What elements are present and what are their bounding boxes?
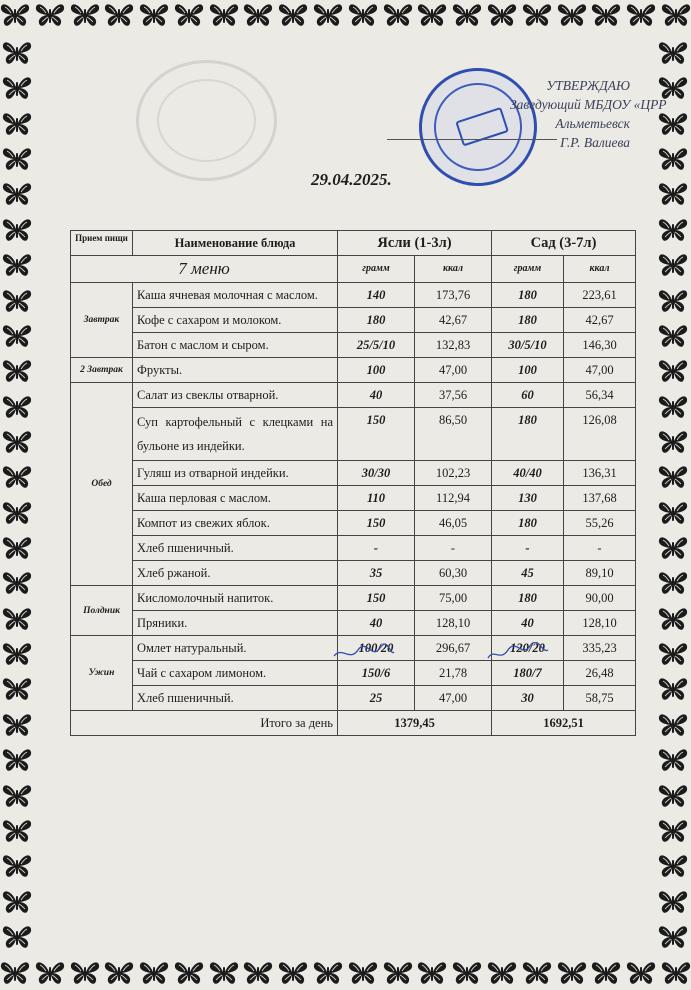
grams-nursery: 40	[338, 611, 415, 636]
dish-name: Гуляш из отварной индейки.	[133, 461, 338, 486]
table-row	[71, 408, 636, 461]
butterfly-icon	[487, 2, 517, 28]
kcal-garden: 58,75	[564, 686, 636, 711]
grams-nursery: -	[338, 536, 415, 561]
grams-garden: 40	[492, 611, 564, 636]
butterfly-icon	[2, 500, 32, 526]
butterfly-icon	[35, 960, 65, 986]
butterfly-icon	[658, 358, 688, 384]
butterfly-icon	[2, 747, 32, 773]
meal-dinner: Ужин	[71, 636, 133, 711]
total-garden: 1692,51	[492, 711, 636, 736]
table-row	[71, 636, 636, 661]
butterfly-icon	[658, 464, 688, 490]
butterfly-icon	[658, 217, 688, 243]
approval-signer: Г.Р. Валиева	[560, 135, 630, 150]
menu-number: 7 меню	[71, 256, 338, 283]
grams-nursery: 35	[338, 561, 415, 586]
butterfly-icon	[591, 960, 621, 986]
nursery-group-header: Ясли (1-3л)	[338, 231, 492, 256]
butterfly-icon	[0, 2, 30, 28]
butterfly-icon	[417, 2, 447, 28]
grams-nursery: 40	[338, 383, 415, 408]
grams-value: 100/20	[358, 641, 394, 655]
butterfly-icon	[2, 783, 32, 809]
grams-nursery: 30/30	[338, 461, 415, 486]
butterfly-border-top	[0, 2, 691, 28]
dish-name: Кисломолочный напиток.	[133, 586, 338, 611]
butterfly-icon	[658, 853, 688, 879]
butterfly-icon	[658, 500, 688, 526]
meal-afternoon-snack: Полдник	[71, 586, 133, 636]
butterfly-border-left	[2, 40, 32, 950]
dish-name: Суп картофельный с клецками на бульоне из индейки.	[133, 408, 338, 461]
grams-nursery: 180	[338, 308, 415, 333]
unit-gram: грамм	[492, 256, 564, 283]
dish-name: Чай с сахаром лимоном.	[133, 661, 338, 686]
dish-name: Салат из свеклы отварной.	[133, 383, 338, 408]
subheader-row	[71, 256, 636, 283]
butterfly-icon	[2, 429, 32, 455]
unit-gram: грамм	[338, 256, 415, 283]
grams-garden: 30/5/10	[492, 333, 564, 358]
butterfly-icon	[2, 252, 32, 278]
butterfly-icon	[2, 323, 32, 349]
table-row	[71, 661, 636, 686]
dish-name: Хлеб ржаной.	[133, 561, 338, 586]
butterfly-icon	[452, 2, 482, 28]
butterfly-icon	[2, 606, 32, 632]
kcal-garden: 128,10	[564, 611, 636, 636]
butterfly-icon	[278, 2, 308, 28]
butterfly-icon	[658, 606, 688, 632]
butterfly-icon	[452, 960, 482, 986]
butterfly-icon	[658, 394, 688, 420]
kcal-nursery: 42,67	[415, 308, 492, 333]
butterfly-icon	[626, 2, 656, 28]
butterfly-icon	[661, 960, 691, 986]
butterfly-icon	[522, 960, 552, 986]
butterfly-icon	[658, 570, 688, 596]
kcal-nursery: 47,00	[415, 686, 492, 711]
grams-garden: 100	[492, 358, 564, 383]
grams-garden: 30	[492, 686, 564, 711]
grams-nursery: 140	[338, 283, 415, 308]
butterfly-icon	[2, 75, 32, 101]
butterfly-icon	[658, 252, 688, 278]
butterfly-icon	[658, 924, 688, 950]
grams-nursery	[338, 636, 415, 661]
grams-nursery: 25	[338, 686, 415, 711]
butterfly-icon	[2, 853, 32, 879]
dish-name: Хлеб пшеничный.	[133, 536, 338, 561]
approval-position: Заведующий МБДОУ «ЦРР	[510, 97, 667, 112]
butterfly-icon	[139, 2, 169, 28]
butterfly-icon	[591, 2, 621, 28]
butterfly-icon	[2, 818, 32, 844]
butterfly-border-right	[658, 40, 688, 950]
butterfly-icon	[658, 323, 688, 349]
butterfly-icon	[658, 535, 688, 561]
dish-name: Кофе с сахаром и молоком.	[133, 308, 338, 333]
butterfly-icon	[626, 960, 656, 986]
total-label: Итого за день	[71, 711, 338, 736]
butterfly-icon	[487, 960, 517, 986]
approval-city: Альметьевск	[555, 116, 630, 131]
dish-name: Каша перловая с маслом.	[133, 486, 338, 511]
butterfly-icon	[243, 2, 273, 28]
kcal-nursery: 46,05	[415, 511, 492, 536]
butterfly-icon	[658, 146, 688, 172]
kcal-garden: 146,30	[564, 333, 636, 358]
meal-lunch: Обед	[71, 383, 133, 586]
butterfly-icon	[557, 2, 587, 28]
butterfly-icon	[2, 40, 32, 66]
grams-nursery: 150	[338, 511, 415, 536]
grams-garden: -	[492, 536, 564, 561]
dish-name: Фрукты.	[133, 358, 338, 383]
butterfly-icon	[0, 960, 30, 986]
kcal-nursery: 102,23	[415, 461, 492, 486]
butterfly-icon	[209, 2, 239, 28]
signature-scribble	[486, 642, 550, 664]
grams-garden: 45	[492, 561, 564, 586]
kindergarten-group-header: Сад (3-7л)	[492, 231, 636, 256]
butterfly-icon	[2, 676, 32, 702]
kcal-garden: 90,00	[564, 586, 636, 611]
butterfly-icon	[658, 641, 688, 667]
signature-line	[387, 139, 557, 140]
dish-column-header: Наименование блюда	[133, 231, 338, 256]
butterfly-icon	[658, 747, 688, 773]
butterfly-icon	[522, 2, 552, 28]
butterfly-icon	[557, 960, 587, 986]
butterfly-icon	[2, 358, 32, 384]
butterfly-icon	[35, 2, 65, 28]
dish-name: Батон с маслом и сыром.	[133, 333, 338, 358]
unit-kcal: ккал	[415, 256, 492, 283]
butterfly-icon	[658, 111, 688, 137]
kcal-nursery: 21,78	[415, 661, 492, 686]
menu-date: 29.04.2025.	[311, 170, 392, 189]
grams-garden: 180/7	[492, 661, 564, 686]
butterfly-icon	[658, 181, 688, 207]
table-row	[71, 586, 636, 611]
unit-kcal: ккал	[564, 256, 636, 283]
kcal-garden: 55,26	[564, 511, 636, 536]
butterfly-icon	[658, 676, 688, 702]
butterfly-icon	[313, 960, 343, 986]
kcal-garden: 223,61	[564, 283, 636, 308]
table-row	[71, 536, 636, 561]
grams-value: 120/20	[510, 641, 545, 655]
kcal-nursery: 112,94	[415, 486, 492, 511]
butterfly-icon	[661, 2, 691, 28]
butterfly-icon	[209, 960, 239, 986]
signature-scribble	[332, 642, 396, 664]
kcal-nursery: 296,67	[415, 636, 492, 661]
grams-nursery: 150	[338, 586, 415, 611]
table-row	[71, 611, 636, 636]
kcal-nursery: 128,10	[415, 611, 492, 636]
table-row	[71, 283, 636, 308]
butterfly-icon	[104, 960, 134, 986]
butterfly-icon	[658, 889, 688, 915]
kcal-nursery: 86,50	[415, 408, 492, 461]
kcal-nursery: -	[415, 536, 492, 561]
butterfly-icon	[2, 111, 32, 137]
butterfly-icon	[2, 217, 32, 243]
grams-nursery: 25/5/10	[338, 333, 415, 358]
butterfly-icon	[2, 535, 32, 561]
kcal-nursery: 37,56	[415, 383, 492, 408]
butterfly-icon	[2, 181, 32, 207]
table-row	[71, 511, 636, 536]
butterfly-icon	[383, 2, 413, 28]
kcal-nursery: 132,83	[415, 333, 492, 358]
faint-stamp	[136, 60, 277, 181]
butterfly-icon	[70, 960, 100, 986]
approval-block	[510, 76, 667, 152]
kcal-garden: 42,67	[564, 308, 636, 333]
table-row	[71, 333, 636, 358]
grams-garden: 180	[492, 586, 564, 611]
kcal-garden: 335,23	[564, 636, 636, 661]
header-row	[71, 231, 636, 256]
butterfly-icon	[658, 712, 688, 738]
dish-name: Хлеб пшеничный.	[133, 686, 338, 711]
grams-garden: 180	[492, 283, 564, 308]
kcal-nursery: 47,00	[415, 358, 492, 383]
total-row	[71, 711, 636, 736]
dish-name: Каша ячневая молочная с маслом.	[133, 283, 338, 308]
butterfly-icon	[658, 818, 688, 844]
grams-garden	[492, 636, 564, 661]
butterfly-icon	[2, 889, 32, 915]
butterfly-border-bottom	[0, 960, 691, 986]
butterfly-icon	[2, 712, 32, 738]
meal-column-header: Прием пищи	[71, 231, 133, 256]
table-row	[71, 308, 636, 333]
butterfly-icon	[417, 960, 447, 986]
grams-nursery: 150/6	[338, 661, 415, 686]
butterfly-icon	[658, 40, 688, 66]
kcal-nursery: 60,30	[415, 561, 492, 586]
butterfly-icon	[2, 641, 32, 667]
table-row	[71, 486, 636, 511]
butterfly-icon	[658, 429, 688, 455]
total-nursery: 1379,45	[338, 711, 492, 736]
grams-garden: 40/40	[492, 461, 564, 486]
butterfly-icon	[174, 960, 204, 986]
butterfly-icon	[70, 2, 100, 28]
table-row	[71, 461, 636, 486]
butterfly-icon	[383, 960, 413, 986]
dish-name: Омлет натуральный.	[133, 636, 338, 661]
butterfly-icon	[2, 394, 32, 420]
menu-table	[70, 230, 636, 736]
butterfly-icon	[174, 2, 204, 28]
butterfly-icon	[2, 924, 32, 950]
kcal-garden: 56,34	[564, 383, 636, 408]
grams-garden: 130	[492, 486, 564, 511]
meal-breakfast: Завтрак	[71, 283, 133, 358]
grams-garden: 180	[492, 511, 564, 536]
kcal-garden: 126,08	[564, 408, 636, 461]
table-row	[71, 358, 636, 383]
grams-nursery: 150	[338, 408, 415, 461]
butterfly-icon	[2, 288, 32, 314]
butterfly-icon	[139, 960, 169, 986]
butterfly-icon	[2, 464, 32, 490]
grams-garden: 180	[492, 308, 564, 333]
kcal-garden: 137,68	[564, 486, 636, 511]
butterfly-icon	[243, 960, 273, 986]
table-row	[71, 561, 636, 586]
grams-nursery: 100	[338, 358, 415, 383]
butterfly-icon	[658, 288, 688, 314]
kcal-garden: 26,48	[564, 661, 636, 686]
kcal-garden: -	[564, 536, 636, 561]
grams-garden: 60	[492, 383, 564, 408]
dish-name: Компот из свежих яблок.	[133, 511, 338, 536]
butterfly-icon	[104, 2, 134, 28]
meal-second-breakfast: 2 Завтрак	[71, 358, 133, 383]
table-row	[71, 686, 636, 711]
butterfly-icon	[313, 2, 343, 28]
grams-nursery: 110	[338, 486, 415, 511]
butterfly-icon	[278, 960, 308, 986]
grams-garden: 180	[492, 408, 564, 461]
kcal-garden: 47,00	[564, 358, 636, 383]
butterfly-icon	[348, 960, 378, 986]
approval-title: УТВЕРЖДАЮ	[546, 78, 630, 93]
table-row	[71, 383, 636, 408]
kcal-nursery: 173,76	[415, 283, 492, 308]
butterfly-icon	[2, 146, 32, 172]
dish-name: Пряники.	[133, 611, 338, 636]
kcal-garden: 89,10	[564, 561, 636, 586]
kcal-garden: 136,31	[564, 461, 636, 486]
butterfly-icon	[658, 783, 688, 809]
butterfly-icon	[2, 570, 32, 596]
butterfly-icon	[348, 2, 378, 28]
kcal-nursery: 75,00	[415, 586, 492, 611]
